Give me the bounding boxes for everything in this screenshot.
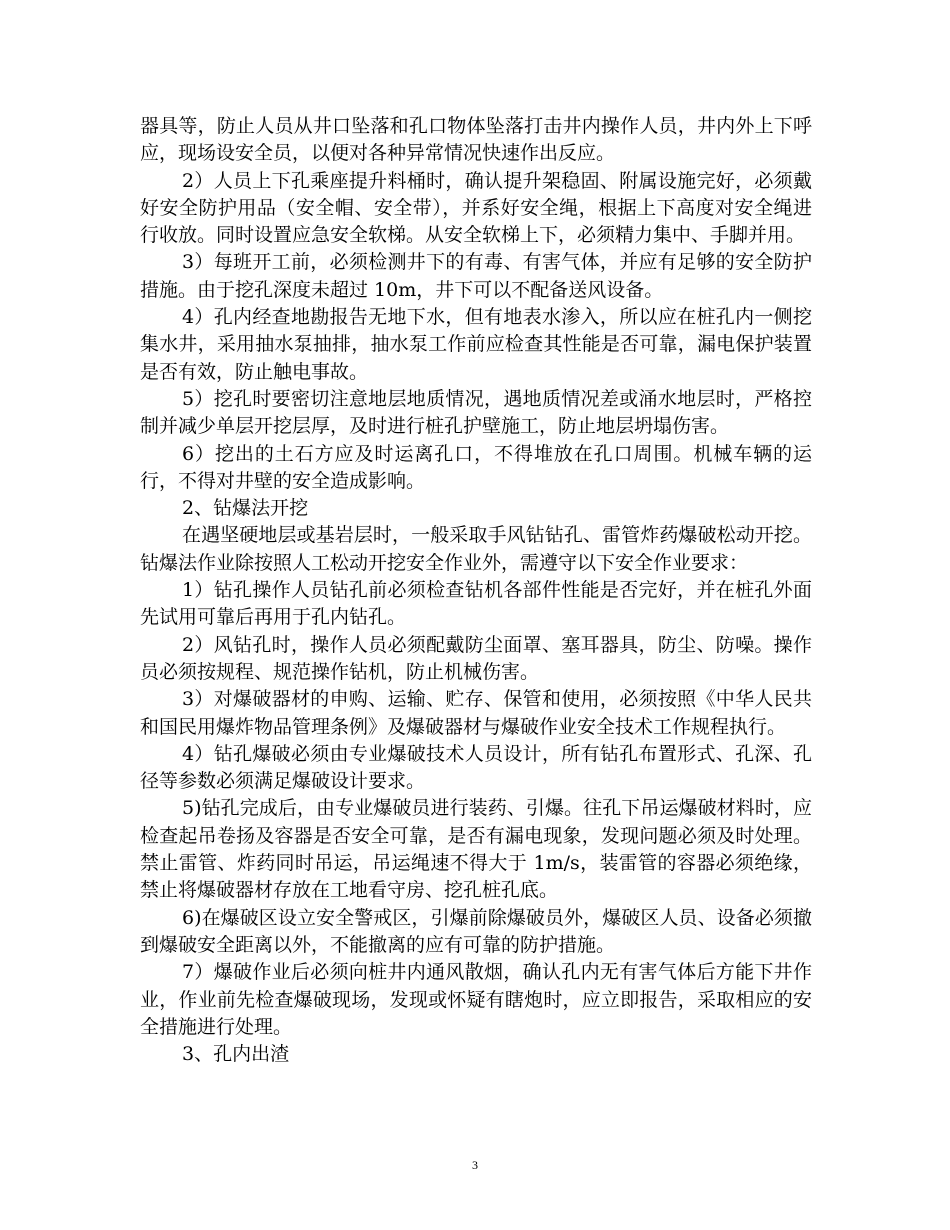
paragraph: 5）挖孔时要密切注意地层地质情况，遇地质情况差或涌水地层时，严格控制并减少单层开挖层厚，及时进行桩孔护壁施工，防止地层坍塌伤害。 [140,387,812,438]
paragraph: 3）每班开工前，必须检测井下的有毒、有害气体，并应有足够的安全防护措施。由于挖孔深度未超过 10m，井下可以不配备送风设备。 [140,251,812,301]
section-heading: 3、孔内出渣 [182,1043,290,1066]
paragraph: 6）挖出的土石方应及时运离孔口，不得堆放在孔口周围。机械车辆的运行，不得对井壁的安全造成影响。 [140,442,812,492]
section-heading: 2、钻爆法开挖 [182,497,309,520]
paragraph: 2）风钻孔时，操作人员必须配戴防尘面罩、塞耳器具，防尘、防噪。操作员必须按规程、规范操作钻机，防止机械伤害。 [140,633,812,683]
paragraph: 1）钻孔操作人员钻孔前必须检查钻机各部件性能是否完好，并在桩孔外面先试用可靠后再用于孔内钻孔。 [140,579,812,629]
paragraph: 在遇坚硬地层或基岩层时，一般采取手风钻钻孔、雷管炸药爆破松动开挖。钻爆法作业除按照人工松动开挖安全作业外，需遵守以下安全作业要求： [140,524,812,574]
paragraph: 2）人员上下孔乘座提升料桶时，确认提升架稳固、附属设施完好，必须戴好安全防护用品（安全帽、安全带），并系好安全绳，根据上下高度对安全绳进行收放。同时设置应急安全软梯。从安全软梯上下，必须精力集中、手脚并用。 [140,169,812,247]
paragraph: 4）钻孔爆破必须由专业爆破技术人员设计，所有钻孔布置形式、孔深、孔径等参数必须满足爆破设计要求。 [140,742,812,793]
paragraph: 器具等，防止人员从井口坠落和孔口物体坠落打击井内操作人员，井内外上下呼应，现场设安全员，以便对各种异常情况快速作出反应。 [140,115,812,165]
document-body [140,113,812,1068]
paragraph: 4）孔内经查地勘报告无地下水，但有地表水渗入，所以应在桩孔内一侧挖集水井，采用抽水泵抽排，抽水泵工作前应检查其性能是否可靠，漏电保护装置是否有效，防止触电事故。 [140,306,812,383]
paragraph: 6)在爆破区设立安全警戒区，引爆前除爆破员外，爆破区人员、设备必须撤到爆破安全距离以外，不能撤离的应有可靠的防护措施。 [140,906,812,956]
paragraph: 5)钻孔完成后，由专业爆破员进行装药、引爆。往孔下吊运爆破材料时，应检查起吊卷扬及容器是否安全可靠，是否有漏电现象，发现问题必须及时处理。禁止雷管、炸药同时吊运，吊运绳速不得大于 1m/s，装雷管的容器必须绝缘，禁止将爆破器材存放在工地看守房、挖孔桩孔底。 [140,797,812,902]
paragraph: 3）对爆破器材的申购、运输、贮存、保管和使用，必须按照《中华人民共和国民用爆炸物品管理条例》及爆破器材与爆破作业安全技术工作规程执行。 [140,688,812,738]
paragraph: 7）爆破作业后必须向桩井内通风散烟，确认孔内无有害气体后方能下井作业，作业前先检查爆破现场，发现或怀疑有瞎炮时，应立即报告，采取相应的安全措施进行处理。 [140,961,812,1038]
page-number: 3 [472,1158,478,1172]
